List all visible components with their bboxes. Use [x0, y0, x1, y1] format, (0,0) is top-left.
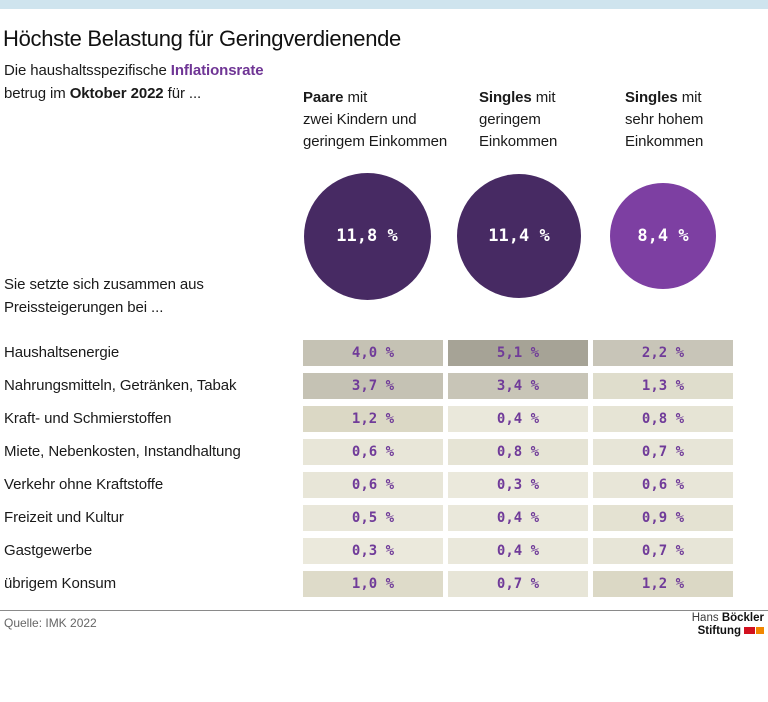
row-label: Kraft- und Schmierstoffen — [4, 410, 172, 427]
bubble-value: 11,8 % — [336, 226, 398, 246]
hans-boeckler-stiftung-logo — [692, 612, 764, 638]
value-cell: 4,0 % — [303, 340, 443, 366]
subtitle-highlight-inflationsrate: Inflationsrate — [170, 62, 264, 79]
group-header-singles-hoch — [625, 87, 703, 153]
group-header-singles-gering — [479, 87, 557, 153]
value-cell: 0,6 % — [303, 439, 443, 465]
subtitle-line2-suffix: für ... — [163, 85, 202, 102]
value-cell: 0,9 % — [593, 505, 733, 531]
group-header-line2: zwei Kindern und — [303, 111, 417, 128]
bubble-value: 8,4 % — [637, 226, 689, 246]
group-header-line1: Paare mit — [303, 89, 368, 106]
group-header-line3: Einkommen — [625, 133, 704, 150]
value-cell: 1,2 % — [593, 571, 733, 597]
row-label: Haushaltsenergie — [4, 344, 120, 361]
row-label: übrigem Konsum — [4, 575, 116, 592]
breakdown-table — [0, 340, 768, 604]
value-cell: 2,2 % — [593, 340, 733, 366]
row-label: Freizeit und Kultur — [4, 509, 124, 526]
subtitle-prefix: Die haushaltsspezifische — [4, 62, 171, 79]
value-cell: 1,2 % — [303, 406, 443, 432]
value-cell: 0,7 % — [593, 439, 733, 465]
value-cell: 0,3 % — [303, 538, 443, 564]
value-cell: 1,0 % — [303, 571, 443, 597]
subtitle-line2-prefix: betrug im — [4, 85, 70, 102]
value-cell: 5,1 % — [448, 340, 588, 366]
top-accent-bar — [0, 0, 768, 9]
value-cell: 0,7 % — [593, 538, 733, 564]
table-row — [0, 538, 768, 571]
group-header-line2: geringem — [479, 111, 541, 128]
group-header-line2: sehr hohem — [625, 111, 704, 128]
table-row — [0, 571, 768, 604]
group-header-line3: geringem Einkommen — [303, 133, 448, 150]
logo-line1: Hans Böckler — [691, 612, 764, 624]
logo-line2: Stiftung — [692, 625, 764, 638]
value-cell: 3,4 % — [448, 373, 588, 399]
source-note: Quelle: IMK 2022 — [4, 616, 97, 630]
bubble-value: 11,4 % — [488, 226, 550, 246]
value-cell: 0,3 % — [448, 472, 588, 498]
value-cell: 0,4 % — [448, 505, 588, 531]
value-cell: 0,8 % — [448, 439, 588, 465]
value-cell: 0,7 % — [448, 571, 588, 597]
value-cell: 0,4 % — [448, 538, 588, 564]
breakdown-intro — [4, 273, 204, 319]
value-cell: 3,7 % — [303, 373, 443, 399]
subtitle-line1 — [4, 62, 264, 79]
row-label: Verkehr ohne Kraftstoffe — [4, 476, 164, 493]
group-header-paare — [303, 87, 447, 153]
row-label: Miete, Nebenkosten, Instandhaltung — [4, 443, 241, 460]
breakdown-intro-line2: Preissteigerungen bei ... — [4, 299, 164, 316]
table-row — [0, 340, 768, 373]
inflation-bubble-paare — [304, 173, 431, 300]
value-cell: 0,8 % — [593, 406, 733, 432]
inflation-bubble-singles-gering — [457, 174, 581, 298]
value-cell: 0,6 % — [303, 472, 443, 498]
group-header-line3: Einkommen — [479, 133, 558, 150]
footer-divider — [0, 610, 768, 611]
table-row — [0, 373, 768, 406]
subtitle-date: Oktober 2022 — [69, 85, 164, 102]
value-cell: 0,4 % — [448, 406, 588, 432]
value-cell: 0,5 % — [303, 505, 443, 531]
value-cell: 0,6 % — [593, 472, 733, 498]
page-title: Höchste Belastung für Geringverdienende — [3, 26, 401, 51]
breakdown-intro-line1: Sie setzte sich zusammen aus — [4, 276, 204, 293]
table-row — [0, 439, 768, 472]
subtitle-line2 — [4, 85, 201, 102]
inflation-bubble-singles-hoch — [610, 183, 716, 289]
row-label: Gastgewerbe — [4, 542, 93, 559]
table-row — [0, 505, 768, 538]
logo-flag-orange — [756, 627, 764, 634]
logo-flag-red — [744, 627, 755, 634]
group-header-line1: Singles mit — [479, 89, 556, 106]
value-cell: 1,3 % — [593, 373, 733, 399]
group-header-line1: Singles mit — [625, 89, 702, 106]
row-label: Nahrungsmitteln, Getränken, Tabak — [4, 377, 237, 394]
table-row — [0, 472, 768, 505]
table-row — [0, 406, 768, 439]
